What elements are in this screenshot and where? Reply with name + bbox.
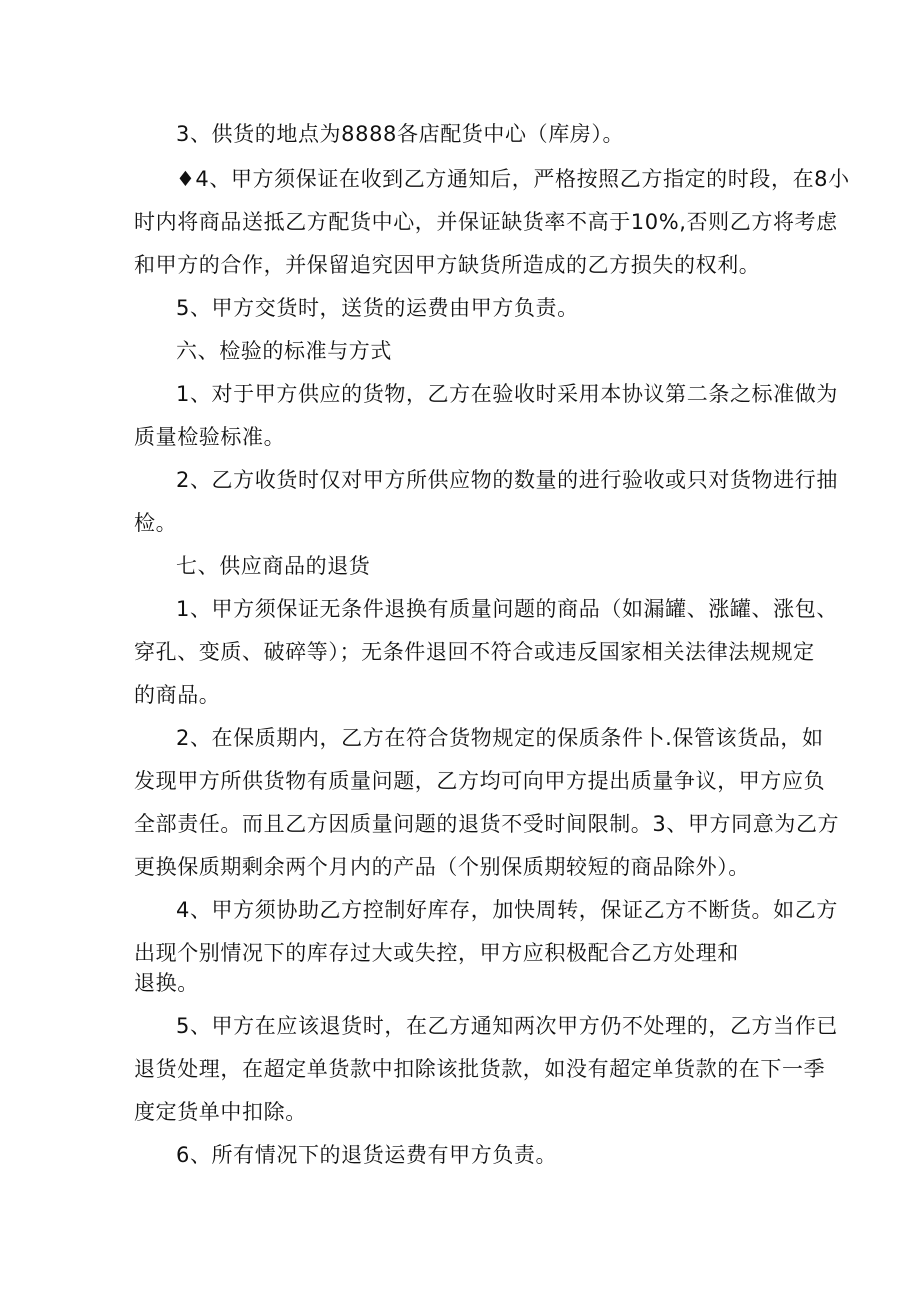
paragraph-supply-location: 3、供货的地点为8888各店配货中心（库房）。 bbox=[176, 122, 625, 146]
paragraph-shelf-life-line-4: 更换保质期剩余两个月内的产品（个别保质期较短的商品除外）。 bbox=[134, 855, 750, 879]
paragraph-inspection-method-line-1: 2、乙方收货时仅对甲方所供应物的数量的进行验收或只对货物进行抽 bbox=[176, 468, 838, 492]
paragraph-inventory-line-2: 出现个别情况下的库存过大或失控，甲方应积极配合乙方处理和 bbox=[134, 941, 739, 965]
paragraph-shelf-life-line-1: 2、在保质期内，乙方在符合货物规定的保质条件卜.保管该货品，如 bbox=[176, 726, 824, 750]
paragraph-deduction-line-1: 5、甲方在应该退货时，在乙方通知两次甲方仍不处理的，乙方当作已 bbox=[176, 1014, 838, 1038]
paragraph-return-freight: 6、所有情况下的退货运费有甲方负责。 bbox=[176, 1143, 558, 1167]
paragraph-unconditional-return-line-2: 穿孔、变质、破碎等）；无条件退回不符合或违反国家相关法律法规规定 bbox=[134, 640, 815, 664]
paragraph-delivery-obligation-line-3: 和甲方的合作，并保留追究因甲方缺货所造成的乙方损失的权利。 bbox=[134, 253, 761, 277]
paragraph-inspection-standard-line-1: 1、对于甲方供应的货物，乙方在验收时采用本协议第二条之标准做为 bbox=[176, 382, 838, 406]
paragraph-unconditional-return-line-3: 的商品。 bbox=[134, 683, 221, 707]
section-heading-inspection: 六、检验的标准与方式 bbox=[176, 339, 392, 363]
paragraph-delivery-obligation-line-2: 时内将商品送抵乙方配货中心，并保证缺货率不高于10%,否则乙方将考虑 bbox=[134, 210, 838, 234]
paragraph-unconditional-return-line-1: 1、甲方须保证无条件退换有质量问题的商品（如漏罐、涨罐、涨包、 bbox=[176, 597, 838, 621]
paragraph-delivery-obligation-line-1: ♦4、甲方须保证在收到乙方通知后，严格按照乙方指定的时段，在8小 bbox=[176, 167, 850, 191]
paragraph-deduction-line-2: 退货处理，在超定单货款中扣除该批货款，如没有超定单货款的在下一季 bbox=[134, 1057, 826, 1081]
paragraph-inventory-line-3: 退换。 bbox=[134, 971, 199, 995]
paragraph-inventory-line-1: 4、甲方须协助乙方控制好库存，加快周转，保证乙方不断货。如乙方 bbox=[176, 898, 838, 922]
paragraph-freight: 5、甲方交货时，送货的运费由甲方负责。 bbox=[176, 296, 579, 320]
paragraph-inspection-standard-line-2: 质量检验标准。 bbox=[134, 425, 286, 449]
paragraph-inspection-method-line-2: 检。 bbox=[134, 511, 178, 535]
paragraph-shelf-life-line-3: 全部责任。而且乙方因质量问题的退货不受时间限制。3、甲方同意为乙方 bbox=[134, 812, 840, 836]
section-heading-returns: 七、供应商品的退货 bbox=[176, 554, 371, 578]
paragraph-deduction-line-3: 度定货单中扣除。 bbox=[134, 1100, 307, 1124]
paragraph-shelf-life-line-2: 发现甲方所供货物有质量问题，乙方均可向甲方提出质量争议，甲方应负 bbox=[134, 769, 826, 793]
